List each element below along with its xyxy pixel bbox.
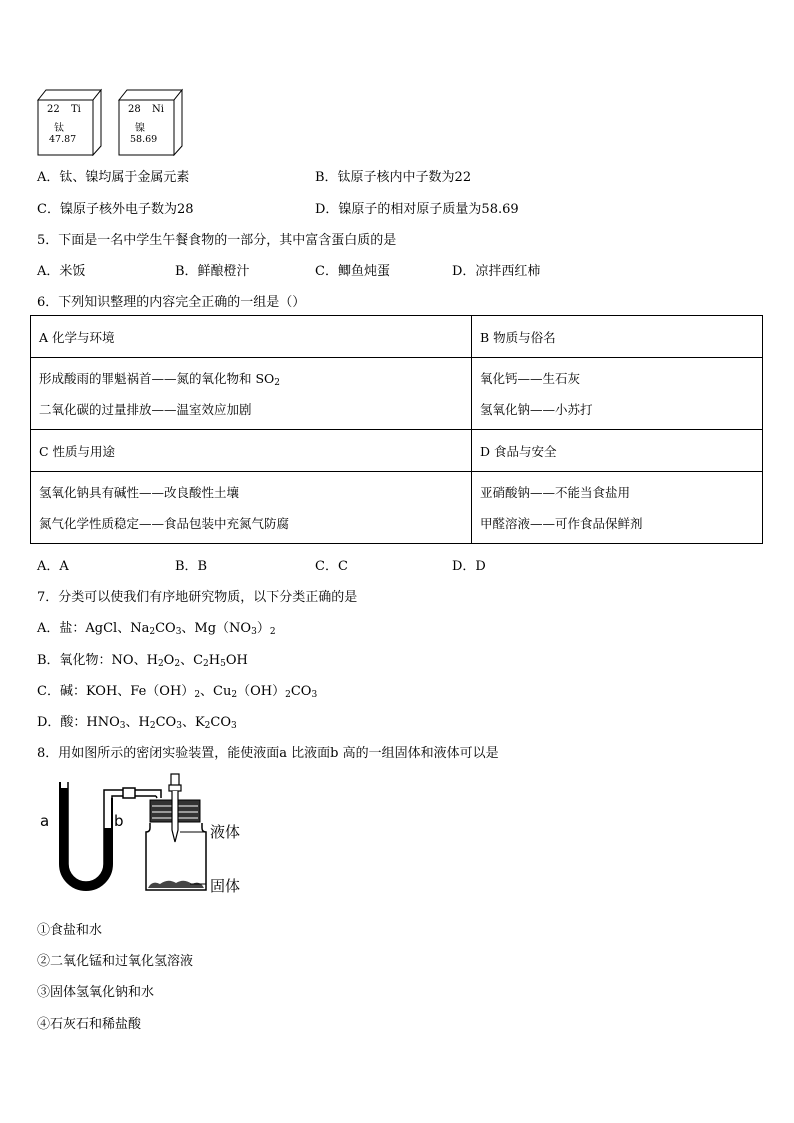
q8-item-2: ②二氧化锰和过氧化氢溶液: [37, 954, 194, 969]
q6-option-b: B．B: [175, 559, 208, 574]
q4-option-c: C．镍原子核外电子数为28: [37, 202, 194, 217]
q7-option-b: B．氧化物：NO、$H_2O_2$、$C_2H_5OH$: [37, 653, 248, 669]
q6-option-d: D．D: [452, 559, 486, 574]
cell-a-line2: 二氧化碳的过量排放——温室效应加剧: [39, 401, 252, 417]
cell-a-title: A 化学与环境: [31, 316, 472, 358]
element-name: 钛: [54, 123, 64, 134]
q8-item-4: ④石灰石和稀盐酸: [37, 1017, 142, 1032]
q8-stem: 8．用如图所示的密闭实验装置，能使液面a 比液面b 高的一组固体和液体可以是: [37, 746, 499, 761]
tube-bend-inner: [156, 796, 157, 798]
cell-b-line2: 氢氧化钠——小苏打: [480, 401, 593, 417]
card-frame: [118, 84, 184, 156]
q5-option-b: B．鲜酿橙汁: [175, 264, 250, 279]
label-b: b: [114, 812, 124, 830]
cell-b-line1: 氧化钙——生石灰: [480, 370, 581, 386]
cell-b-title: B 物质与俗名: [472, 316, 763, 358]
q4-option-b: B．钛原子核内中子数为22: [315, 170, 472, 185]
element-symbol: Ti: [71, 104, 81, 115]
rubber-joint: [123, 788, 135, 798]
cell-d-line1: 亚硝酸钠——不能当食盐用: [480, 484, 631, 500]
q6-option-a: A．A: [37, 559, 69, 574]
cell-d-line2: 甲醛溶液——可作食品保鲜剂: [480, 515, 643, 531]
label-solid: 固体: [210, 877, 241, 895]
q4-option-a: A．钛、镍均属于金属元素: [37, 170, 190, 185]
q7-option-d: D．酸：$HNO_3$、$H_2CO_3$、$K_2CO_3$: [37, 715, 237, 731]
cell-a-line1: 形成酸雨的罪魁祸首——氮的氧化物和 $SO_2$: [39, 370, 281, 388]
q5-option-c: C．鲫鱼炖蛋: [315, 264, 390, 279]
dropper-tube: [172, 791, 178, 842]
q7-option-c: C．碱：KOH、$Fe(OH)_2$、$Cu_2(OH)_2CO_3$: [37, 684, 318, 700]
q4-option-d: D．镍原子的相对原子质量为58.69: [315, 202, 519, 217]
atomic-number: 22: [47, 104, 60, 115]
q8-item-3: ③固体氢氧化钠和水: [37, 985, 155, 1000]
q5-option-a: A．米饭: [37, 264, 86, 279]
cell-b-body: [472, 358, 763, 430]
dropper-collar: [169, 785, 181, 791]
q7-stem: 7．分类可以使我们有序地研究物质，以下分类正确的是: [37, 590, 358, 605]
knowledge-table: [30, 315, 763, 544]
atomic-mass: 58.69: [130, 134, 158, 145]
atomic-number: 28: [128, 104, 141, 115]
element-symbol: Ni: [152, 104, 164, 115]
q8-item-1: ①食盐和水: [37, 923, 103, 938]
cell-c-title: C 性质与用途: [31, 430, 472, 472]
q6-option-c: C．C: [315, 559, 348, 574]
dropper-bulb: [171, 774, 179, 786]
q5-stem: 5．下面是一名中学生午餐食物的一部分，其中富含蛋白质的是: [37, 233, 397, 248]
cell-d-title: D 食品与安全: [472, 430, 763, 472]
q5-option-d: D．凉拌西红柿: [452, 264, 541, 279]
element-card-nickel: [118, 84, 184, 156]
cell-d-body: [472, 472, 763, 544]
cell-c-line1: 氢氧化钠具有碱性——改良酸性土壤: [39, 484, 240, 500]
u-tube-inner: [68, 782, 104, 882]
atomic-mass: 47.87: [49, 134, 77, 145]
cell-a-body: [31, 358, 472, 430]
cell-c-body: [31, 472, 472, 544]
q6-stem: 6．下列知识整理的内容完全正确的一组是（）: [37, 295, 306, 310]
label-a: a: [40, 812, 50, 830]
cell-c-line2: 氮气化学性质稳定——食品包装中充氮气防腐: [39, 515, 290, 531]
element-card-titanium: [37, 84, 103, 156]
q7-option-a: A．盐：AgCl、$Na_2CO_3$、$Mg(NO_3)_2$: [37, 621, 276, 637]
card-frame: [37, 84, 103, 156]
label-liquid: 液体: [210, 823, 241, 841]
element-name: 镍: [135, 123, 145, 134]
